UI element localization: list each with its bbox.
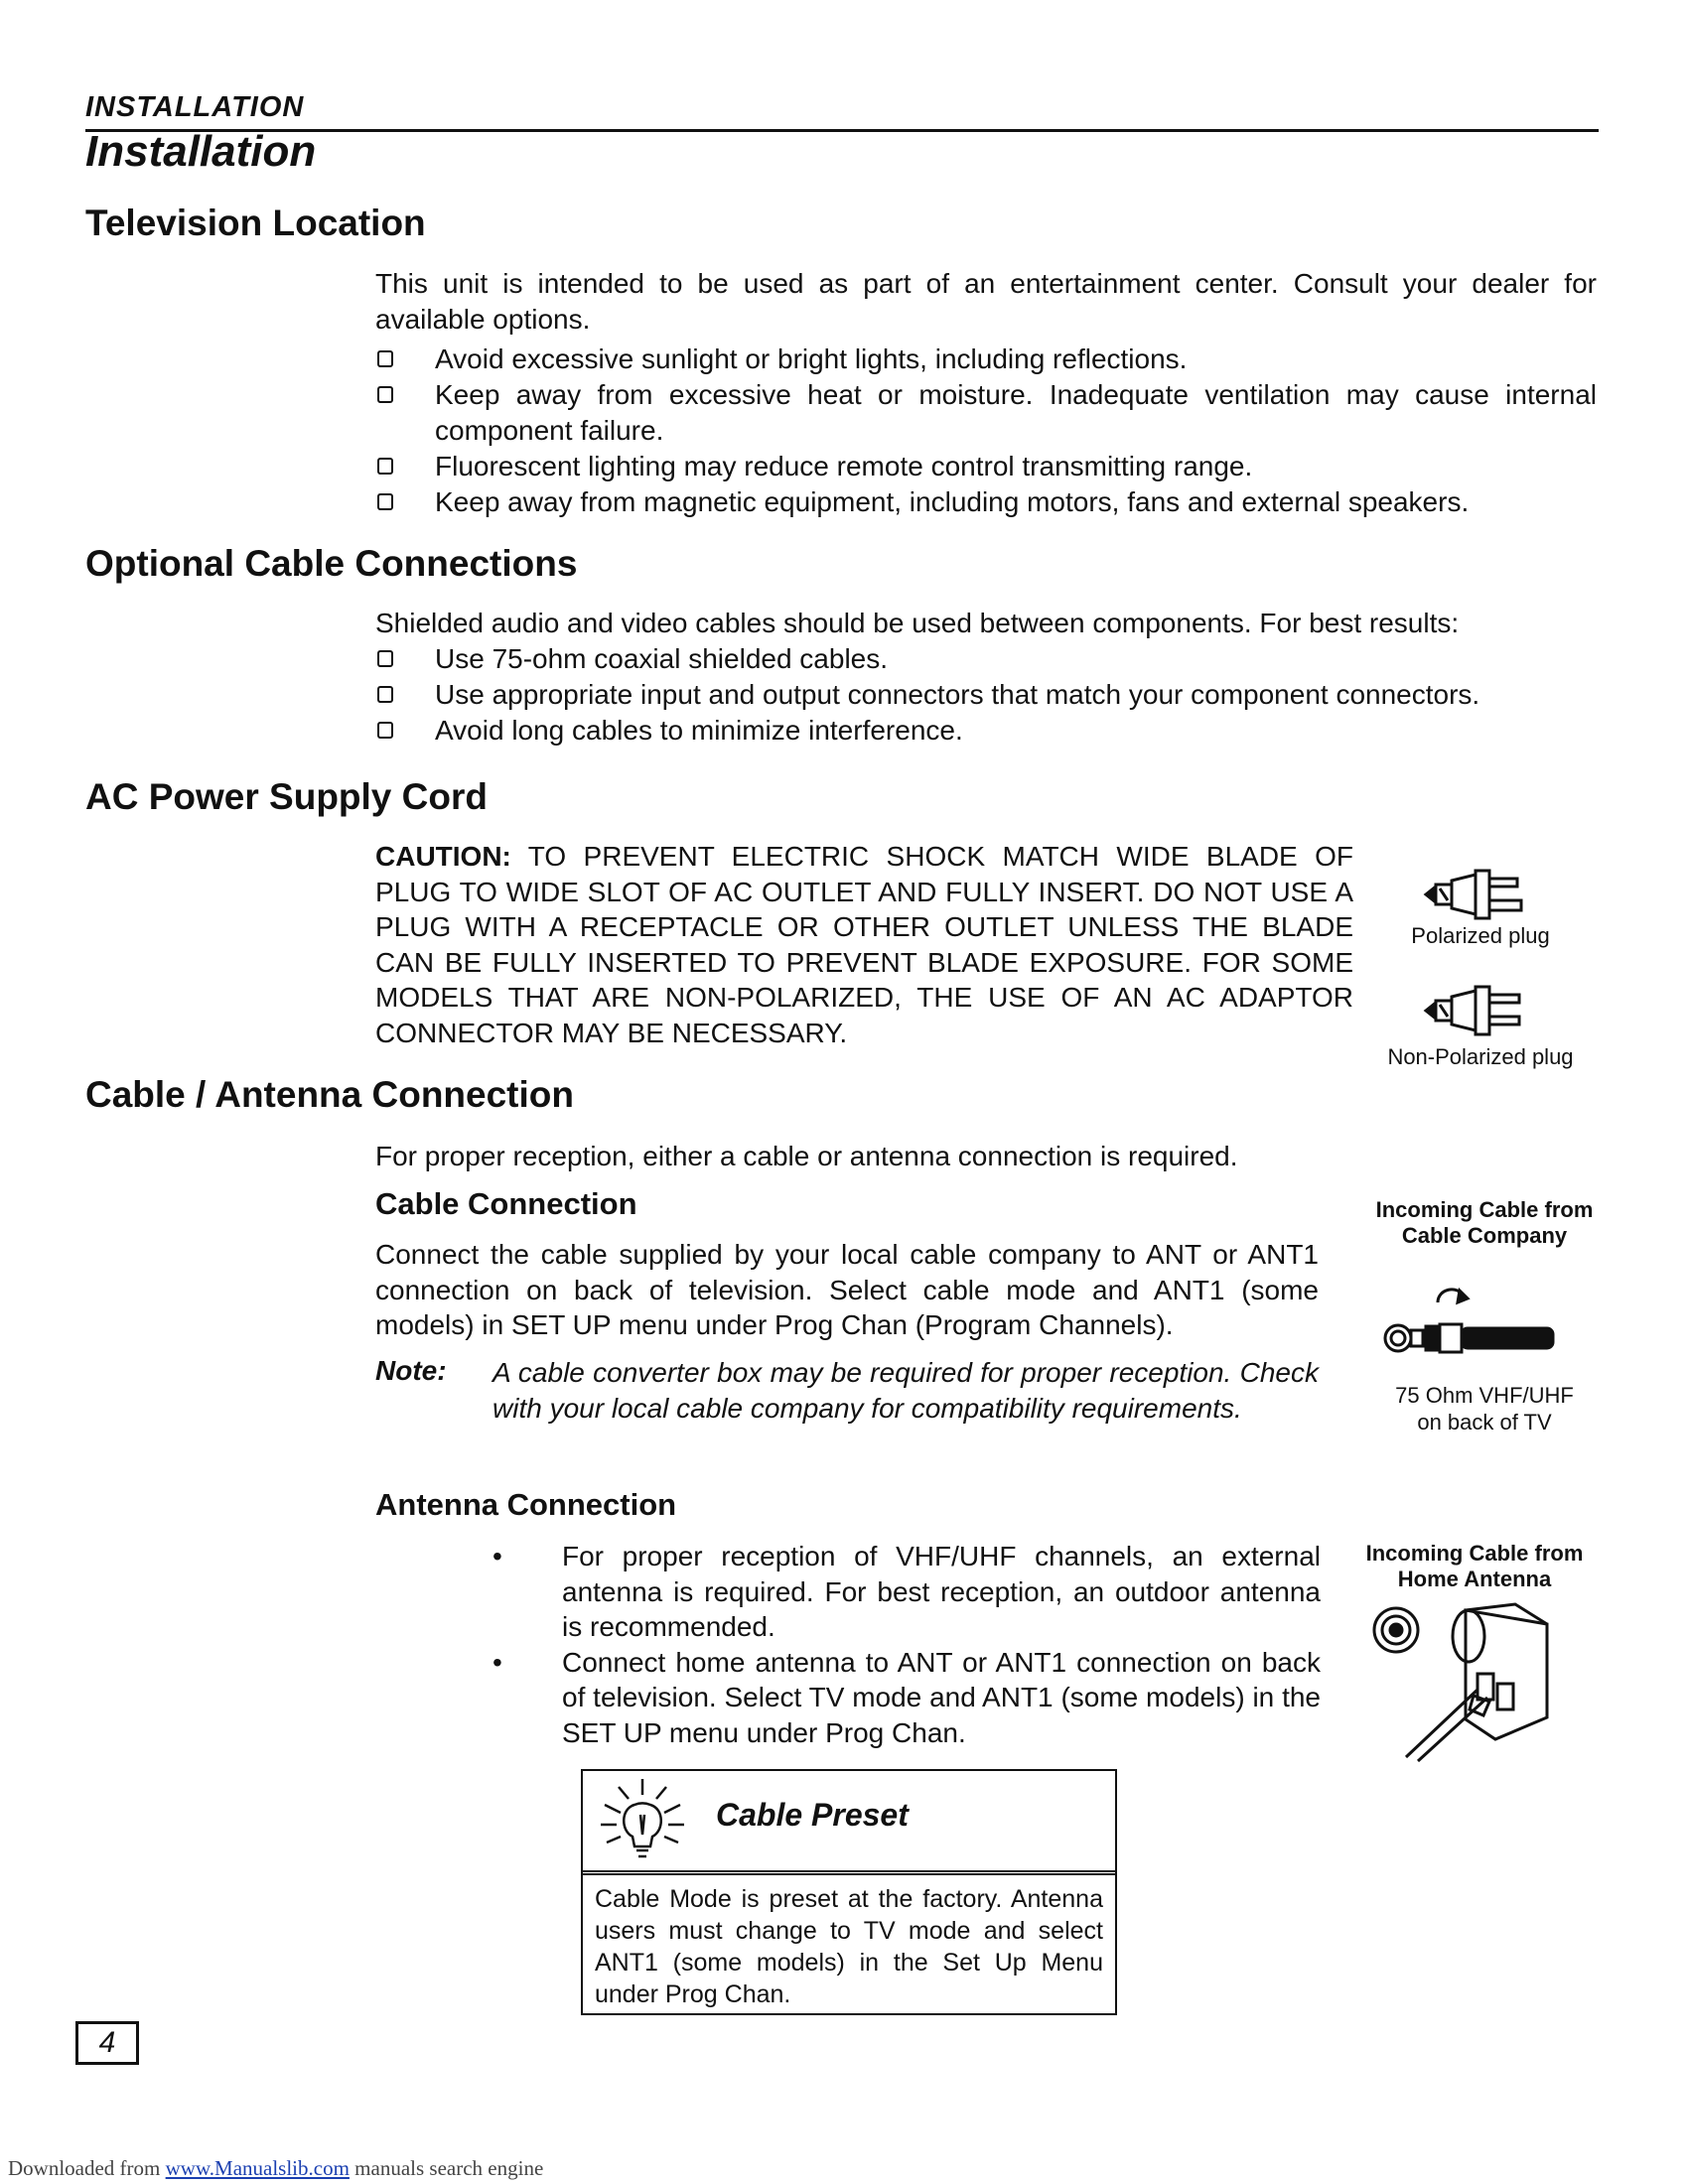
checkbox-square-icon <box>377 650 393 667</box>
antenna-bullets <box>477 1539 1321 1750</box>
cable-connection-subtitle: Cable Connection <box>375 1186 637 1221</box>
antenna-connection-subtitle: Antenna Connection <box>375 1487 677 1522</box>
bullet-dot-icon: • <box>492 1541 502 1571</box>
list-item: Keep away from magnetic equipment, including motors, fans and external speakers. <box>375 484 1597 520</box>
checkbox-square-icon <box>377 686 393 703</box>
list-item: Fluorescent lighting may reduce remote control transmitting range. <box>375 449 1597 484</box>
checkbox-square-icon <box>377 722 393 739</box>
antenna-figure-title: Incoming Cable from Home Antenna <box>1365 1541 1584 1591</box>
list-item: Use appropriate input and output connectors that match your component connectors. <box>375 677 1597 713</box>
cable-antenna-title: Cable / Antenna Connection <box>85 1074 574 1115</box>
cable-preset-header <box>583 1771 1115 1875</box>
cable-preset-text: Cable Mode is preset at the factory. Antenna users must change to TV mode and select ANT1 (some models) in the Set Up Menu under Prog Chan. <box>595 1885 1103 2008</box>
checkbox-square-icon <box>377 350 393 367</box>
checkbox-square-icon <box>377 458 393 475</box>
note-label: Note: <box>375 1355 447 1386</box>
polarized-plug-icon <box>1422 867 1537 922</box>
page-number: 4 <box>75 2021 139 2065</box>
download-footer: Downloaded from www.Manualslib.com manuals search engine <box>8 2156 544 2180</box>
caution-text: CAUTION: TO PREVENT ELECTRIC SHOCK MATCH WIDE BLADE OF PLUG TO WIDE SLOT OF AC OUTLET AND FULLY INSERT. DO NOT USE A PLUG WITH A RECEPTACLE OR OTHER OUTLET UNLESS THE BLADE CAN BE FULLY INSERTED TO PREVENT BLADE EXPOSURE. FOR SOME MODELS THAT ARE NON-POLARIZED, THE USE OF AN AC ADAPTOR CONNECTOR MAY BE NECESSARY. <box>375 841 1353 1048</box>
list-item: Avoid long cables to minimize interference. <box>375 713 1597 749</box>
ac-power-title: AC Power Supply Cord <box>85 776 488 817</box>
coax-cable-icon <box>1380 1281 1559 1360</box>
cable-connection-text: Connect the cable supplied by your local cable company to ANT or ANT1 connection on back of television. Select cable mode and ANT1 (some models) in SET UP menu under Prog Chan (Program Channels). <box>375 1239 1319 1340</box>
list-item: Avoid excessive sunlight or bright lights, including reflections. <box>375 341 1597 377</box>
cable-connections-title: Optional Cable Connections <box>85 543 578 584</box>
cable-antenna-intro: For proper reception, either a cable or antenna connection is required. <box>375 1141 1238 1171</box>
list-item: • Connect home antenna to ANT or ANT1 connection on back of television. Select TV mode and ANT1 (some models) in the SET UP menu under Prog Chan. <box>492 1646 1321 1748</box>
tv-location-title: Television Location <box>85 203 426 243</box>
cable-figure-title: Incoming Cable from Cable Company <box>1375 1197 1594 1248</box>
cable-connections-bullets <box>375 641 1597 749</box>
non-polarized-plug-caption: Non-Polarized plug <box>1387 1044 1574 1069</box>
checkbox-square-icon <box>377 386 393 403</box>
bullet-dot-icon: • <box>492 1646 502 1678</box>
tv-location-bullets <box>375 341 1597 520</box>
cable-preset-title: Cable Preset <box>716 1797 909 1833</box>
non-polarized-plug-icon <box>1422 983 1537 1038</box>
lightbulb-icon <box>591 1775 700 1864</box>
manualslib-link[interactable]: www.Manualslib.com <box>165 2156 350 2180</box>
list-item: Keep away from excessive heat or moisture. Inadequate ventilation may cause internal component failure. <box>375 377 1597 449</box>
cable-preset-box <box>581 1769 1117 2015</box>
tv-location-intro: This unit is intended to be used as part of an entertainment center. Consult your dealer for available options. <box>375 268 1597 335</box>
checkbox-square-icon <box>377 493 393 510</box>
page-title: Installation <box>85 127 317 176</box>
polarized-plug-caption: Polarized plug <box>1411 923 1550 948</box>
list-item: • For proper reception of VHF/UHF channels, an external antenna is required. For best reception, an outdoor antenna is recommended. <box>492 1541 1321 1642</box>
antenna-connector-icon <box>1366 1598 1555 1767</box>
list-item: Use 75-ohm coaxial shielded cables. <box>375 641 1597 677</box>
cable-connections-intro: Shielded audio and video cables should be used between components. For best results: <box>375 608 1460 638</box>
section-label: INSTALLATION <box>85 91 305 123</box>
cable-figure-caption: 75 Ohm VHF/UHF on back of TV <box>1395 1383 1574 1434</box>
note-text: A cable converter box may be required for proper reception. Check with your local cable company for compatibility requirements. <box>492 1357 1319 1424</box>
